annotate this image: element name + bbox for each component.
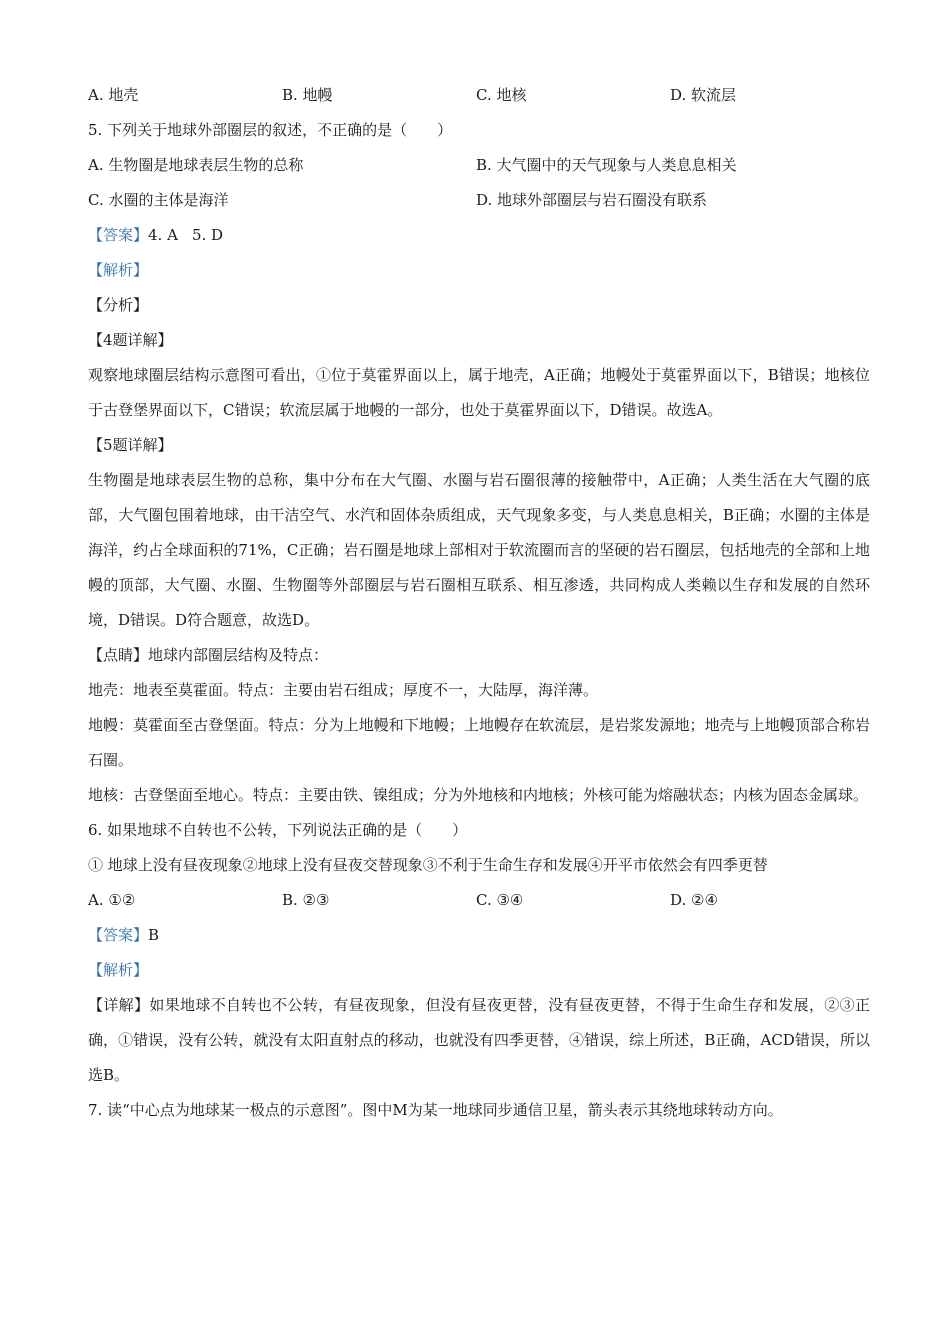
q5-option-c[interactable]: C. 水圈的主体是海洋 xyxy=(88,191,229,209)
answer-6 xyxy=(88,918,870,953)
q6-option-b[interactable]: B. ②③ xyxy=(282,891,330,909)
q5-options xyxy=(88,148,870,218)
q6-options xyxy=(88,883,870,918)
q4-option-c[interactable]: C. 地核 xyxy=(476,86,527,104)
document-page xyxy=(88,78,870,1128)
analysis-tag-2: 【解析】 xyxy=(88,961,149,979)
q5-option-d[interactable]: D. 地球外部圈层与岩石圈没有联系 xyxy=(476,191,708,209)
dianjing-crust: 地壳：地表至莫霍面。特点：主要由岩石组成；厚度不一，大陆厚，海洋薄。 xyxy=(88,681,599,699)
detail-4-title: 【4题详解】 xyxy=(88,331,173,349)
q7-stem: 7. 读“中心点为地球某一极点的示意图”。图中M为某一地球同步通信卫星，箭头表示其绕地球转动方向。 xyxy=(88,1101,783,1119)
dianjing-mantle: 地幔：莫霍面至古登堡面。特点：分为上地幔和下地幔；上地幔存在软流层，是岩浆发源地；地壳与上地幔顶部合称岩石圈。 xyxy=(88,716,870,769)
q5-option-a[interactable]: A. 生物圈是地球表层生物的总称 xyxy=(88,156,304,174)
fenxi-tag: 【分析】 xyxy=(88,296,149,314)
detail-6-text: 【详解】如果地球不自转也不公转，有昼夜现象，但没有昼夜更替，没有昼夜更替，不得于生命生存和发展，②③正确，①错误，没有公转，就没有太阳直射点的移动，也就没有四季更替，④错误，综上所述，B正确，ACD错误，所以选B。 xyxy=(88,996,870,1084)
q6-option-a[interactable]: A. ①② xyxy=(88,891,136,909)
answer-6-value: B xyxy=(148,926,160,944)
q4-option-a[interactable]: A. 地壳 xyxy=(88,86,139,104)
analysis-tag: 【解析】 xyxy=(88,261,149,279)
q4-options xyxy=(88,78,870,113)
detail-4-text: 观察地球圈层结构示意图可看出，①位于莫霍界面以上，属于地壳，A正确；地幔处于莫霍界面以下，B错误；地核位于古登堡界面以下，C错误；软流层属于地幔的一部分，也处于莫霍界面以下，D错误。故选A。 xyxy=(88,366,870,419)
detail-5-title: 【5题详解】 xyxy=(88,436,173,454)
q6-statements: ① 地球上没有昼夜现象②地球上没有昼夜交替现象③不利于生命生存和发展④开平市依然会有四季更替 xyxy=(88,856,768,874)
answer-5: 5. D xyxy=(191,226,224,244)
dianjing-core: 地核：古登堡面至地心。特点：主要由铁、镍组成；分为外地核和内地核；外核可能为熔融状态；内核为固态金属球。 xyxy=(88,786,869,804)
answer-tag: 【答案】 xyxy=(88,226,149,244)
q5-option-b[interactable]: B. 大气圈中的天气现象与人类息息相关 xyxy=(476,156,737,174)
q5-stem: 5. 下列关于地球外部圈层的叙述，不正确的是（ ） xyxy=(88,121,453,139)
q4-option-d[interactable]: D. 软流层 xyxy=(670,86,737,104)
q6-option-c[interactable]: C. ③④ xyxy=(476,891,524,909)
answer-tag: 【答案】 xyxy=(88,926,149,944)
detail-5-text: 生物圈是地球表层生物的总称，集中分布在大气圈、水圈与岩石圈很薄的接触带中，A正确；人类生活在大气圈的底部，大气圈包围着地球，由干洁空气、水汽和固体杂质组成，天气现象多变，与人类息息相关，B正确；水圈的主体是海洋，约占全球面积的71%，C正确；岩石圈是地球上部相对于软流圈而言的坚硬的岩石圈层，包括地壳的全部和上地幔的顶部，大气圈、水圈、生物圈等外部圈层与岩石圈相互联系、相互渗透，共同构成人类赖以生存和发展的自然环境，D错误。D符合题意，故选D。 xyxy=(88,471,870,629)
answer-4-5 xyxy=(88,218,870,253)
q6-stem: 6. 如果地球不自转也不公转，下列说法正确的是（ ） xyxy=(88,821,468,839)
dianjing-title: 【点睛】地球内部圈层结构及特点： xyxy=(88,646,329,664)
answer-4: 4. A xyxy=(148,226,178,244)
q4-option-b[interactable]: B. 地幔 xyxy=(282,86,333,104)
q6-option-d[interactable]: D. ②④ xyxy=(670,891,718,909)
